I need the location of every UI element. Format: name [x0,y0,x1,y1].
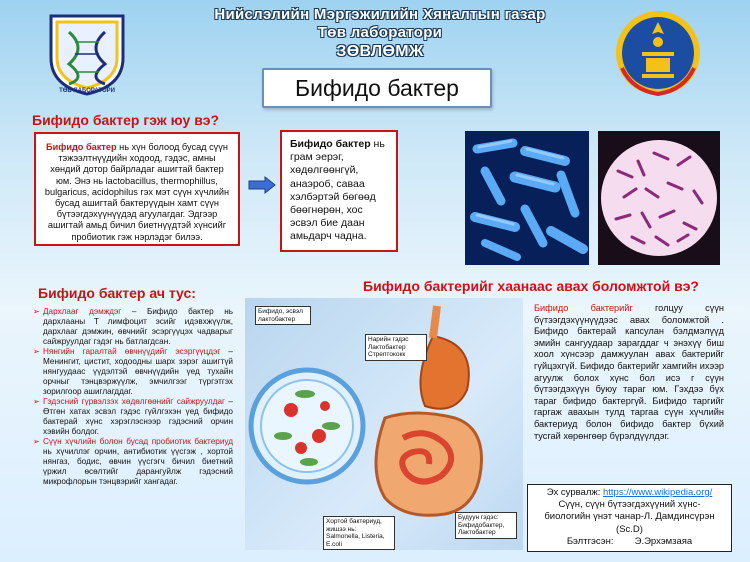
source-line-1: Эх сурвалж: https://www.wikipedia.org/ [546,487,713,498]
characteristics-bold-term: Бифидо бактер [290,138,371,150]
city-emblem-logo [612,8,704,98]
header-org-name: Нийслэлийн Мэргэжилийн Хяналтын газар [214,6,546,23]
diagram-label-large-intestine: Будуун гэдэс: Бифидобактер, Лактобактер [455,512,517,539]
what-is-bold-term: Бифидо бактер [46,142,117,152]
source-line-2: Сүүн, сүүн бүтээгдэхүүний хүнс- [558,499,701,511]
list-item: ➢ Нянгийн гаралтай өвчнүүдийг эсэргүүцдэг – Менингит, цистит, ходоодны шарх зэрэг ашигтүй нянгуудаас үүдэлтэй өвчнүүдийн үед тухайн орчныг тэнцвэржүүлж, эмчилгээг түргэтгэх зорилгоор ашиглагддаг. [33,347,233,397]
benefits-list [33,307,233,487]
digestive-system-diagram [245,298,523,550]
header-doc-type: ЗӨВЛӨМЖ [336,43,424,60]
source-box [527,484,732,552]
header-lab-name: Төв лаборатори [317,24,443,41]
diagram-label-bifido: Бифидо, эсвэл лактобактер [255,306,311,325]
lab-logo [43,8,131,96]
what-is-description: нь хүн болоод бусад сүүн тэжээлтнүүдийн ходоод, гэдэс, амны хөндий дотор байрладаг ашигтай бактер юм. Энэ нь lactobacillus, thermophillus, bulgaricus, acidophilus гэх мэт сүүн хүчлийн бусад ашигтай бактерүүдын хамт сүүн бүтээгдэхүүнүүдэд агуулагдаг. Эдгээр ашигтай амьд бичил биетнүүдтэй хүнсийг пробиотик гэж нэрлэдэг билээ. [44,142,230,242]
list-item: ➢ Дархлааг дэмждэг – Бифидо бактер нь дархлааны Т лимфоцит эсийг идэвхжүүлж, дархлааг дэмжин, өвчнийг эсэргүүцэх чадварыг сайжруулдаг гэдэг нь батлагдсан. [33,307,233,347]
list-item: ➢ Гэдэсний гүрвэлзэх хөдөлгөөнийг сайжруулдаг – Өтгөн хатах эсвэл гэдэс гүйлгэхэн үед бифидо бактерай хүнс хэрэглэснээр гэдэсний орчин хэвийн болдог. [33,397,233,437]
diagram-label-small-intestine: Нарийн гэдэс Лактобактер Стрептококк [365,334,427,361]
source-line-3: биологийн үнэт чанар-Л. Дамдинсүрэн [544,511,715,523]
section-what-is-heading: Бифидо бактер гэж юу вэ? [32,112,220,128]
what-is-text-box [34,132,240,246]
section-benefits-heading: Бифидо бактер ач тус: [38,285,196,301]
author-line: Бэлтгэсэн: Э.Эрхэмзаяа [566,535,693,547]
characteristics-box [280,130,398,252]
diagram-label-harmful-bacteria: Хортой бактериуд, жишээ нь: Salmonella, Listeria, E.coli [323,516,395,550]
list-item: ➢ Сүүн хүчлийн болон бусад пробиотик бактериуд нь хүчиллэг орчин, антибиотик үүсгэж , хортой нянгаз, бодис, өвчин үүсгэгч бичил биетний үржил өсөлтийг дарангуйлж гэдэсний микрофлорын тэнцвэрийг хангадаг. [33,437,233,487]
bacteria-microscope-image [598,131,720,265]
source-link[interactable]: https://www.wikipedia.org/ [603,487,713,498]
where-to-get-text: Бифидо бактерийг голцуу сүүн бүтээгдэхүүнүүдээс авах боломжтой . Бифидо бактерай капсулан бэлдмэлүүд эмийн сангуудаар зарагддаг ч энэхүү биш хоол хүнсээр дамжуулан авах бактерийг гүйцэхгүй. Бифидо бактерийг хамгийн ихээр агуулж болох хүнс бол исэ г сүүн бүтээгдэхүүн буюу тараг юм. Гэхдээ бүх тараг бифидо бактергүй. Бифидо таргийг гаргаж авахын тулд таргаа сүүн хүчлийн бактериуд болон бифидо бактер бүхий тусгай хөрөнгөөр бүрэлдүүлдэг. [534,303,724,441]
bacteria-3d-image [465,131,589,265]
characteristics-text: нь грам эерэг, хөдөлгөөнгүй, анаэроб, савaa хэлбэртэй бөгөөд бөөгнөрөн, хос эсвэл бие даан амьдарч чадна. [290,138,385,243]
section-where-heading: Бифидо бактерийг хаанаас авах боломжтой вэ? [363,278,699,294]
lab-logo-text: ТӨВ ЛАБОРАТОРИ [59,88,115,94]
page-title: Бифидо бактер [262,68,492,108]
source-line-4: (Sc.D) [616,523,643,535]
right-arrow-icon [248,176,276,194]
